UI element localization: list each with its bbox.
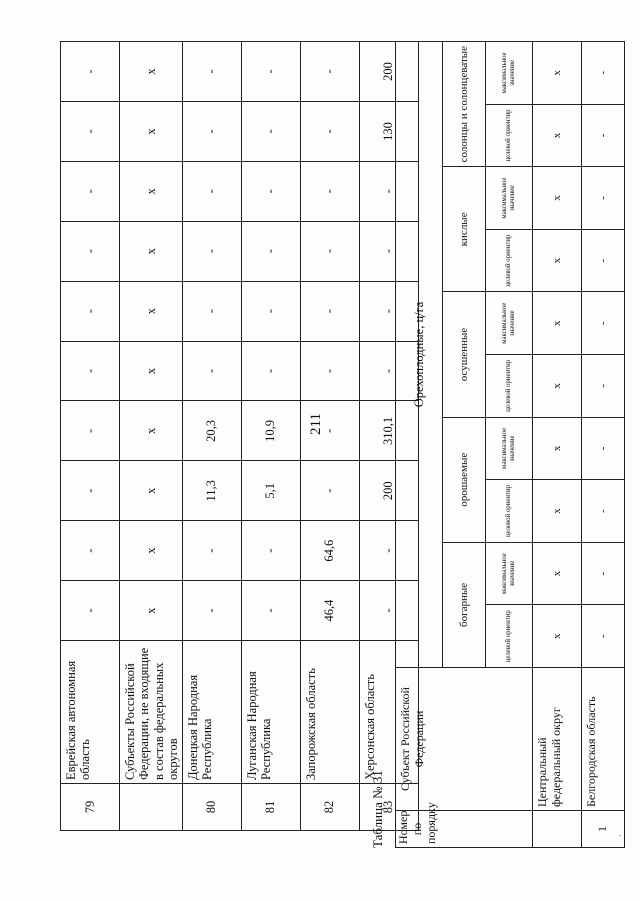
value-cell: - [300, 101, 359, 161]
value-cell: - [241, 521, 300, 581]
value-cell: - [582, 104, 625, 167]
value-cell: х [533, 605, 582, 668]
value-cell: - [582, 417, 625, 480]
header-max: максимальное значение [486, 417, 533, 480]
row-number: 81 [241, 784, 300, 831]
value-cell: - [359, 281, 418, 341]
table-row [533, 42, 582, 848]
value-cell: - [61, 341, 120, 401]
value-cell: - [241, 101, 300, 161]
value-cell: 11,3 [182, 461, 241, 521]
scan-artifact: ' [618, 834, 626, 836]
header-number: Номер по порядку [396, 811, 533, 848]
value-cell: - [359, 581, 418, 641]
value-cell: 310,1 [359, 401, 418, 461]
value-cell: - [359, 341, 418, 401]
value-cell: - [582, 542, 625, 605]
header-crop: Орехоплодные, ц/га [396, 42, 443, 668]
value-cell: х [120, 281, 183, 341]
value-cell: х [533, 229, 582, 292]
value-cell: х [533, 42, 582, 105]
value-cell: 10,9 [241, 401, 300, 461]
value-cell: - [582, 292, 625, 355]
row-number: 83 [359, 784, 418, 831]
continuation-table [60, 41, 419, 831]
value-cell: - [241, 161, 300, 221]
table-31-caption: Таблица № 31 [370, 770, 385, 848]
row-number: 82 [300, 784, 359, 831]
value-cell: - [182, 341, 241, 401]
value-cell: 46,4 [300, 581, 359, 641]
table-31 [395, 41, 625, 848]
value-cell: - [359, 221, 418, 281]
value-cell: - [582, 355, 625, 418]
table-row [182, 42, 241, 831]
value-cell: х [533, 480, 582, 543]
value-cell: х [533, 104, 582, 167]
header-group: солонцы и солонцеватые [443, 42, 486, 167]
value-cell: 200 [359, 461, 418, 521]
header-group: орошаемые [443, 417, 486, 542]
header-group: богарные [443, 542, 486, 667]
table-row [300, 42, 359, 831]
value-cell: - [61, 461, 120, 521]
value-cell: х [533, 542, 582, 605]
table-31-header-row-1 [396, 42, 443, 848]
row-number [120, 784, 183, 831]
value-cell: - [182, 42, 241, 102]
row-number [533, 811, 582, 848]
header-max: максимальное значение [486, 42, 533, 105]
header-target: целевой ориентир [486, 605, 533, 668]
value-cell: - [182, 221, 241, 281]
row-subject: Луганская Народная Республика [241, 641, 300, 784]
row-number: 1 [582, 811, 625, 848]
page-number: 211 [308, 413, 324, 435]
value-cell: - [61, 401, 120, 461]
value-cell: х [120, 221, 183, 281]
row-subject: Запорожская область [300, 641, 359, 784]
value-cell: - [61, 221, 120, 281]
header-max: максимальное значение [486, 292, 533, 355]
value-cell: х [120, 101, 183, 161]
value-cell: - [182, 281, 241, 341]
value-cell: 20,3 [182, 401, 241, 461]
value-cell: х [120, 581, 183, 641]
value-cell: - [300, 42, 359, 102]
value-cell: - [300, 461, 359, 521]
value-cell: - [61, 521, 120, 581]
value-cell: х [533, 292, 582, 355]
header-max: максимальное значение [486, 167, 533, 230]
value-cell: х [533, 417, 582, 480]
value-cell: - [61, 281, 120, 341]
value-cell: - [241, 341, 300, 401]
value-cell: х [120, 341, 183, 401]
row-subject: Центральный федеральный округ [533, 668, 582, 811]
value-cell: - [582, 167, 625, 230]
header-target: целевой ориентир [486, 355, 533, 418]
header-target: целевой ориентир [486, 480, 533, 543]
header-group: осушенные [443, 292, 486, 417]
value-cell: - [582, 42, 625, 105]
value-cell: - [61, 161, 120, 221]
table-row [582, 42, 625, 848]
value-cell: 64,6 [300, 521, 359, 581]
value-cell: - [359, 161, 418, 221]
value-cell: - [582, 605, 625, 668]
value-cell: - [300, 401, 359, 461]
value-cell: - [241, 581, 300, 641]
value-cell: 130 [359, 101, 418, 161]
value-cell: - [182, 581, 241, 641]
value-cell: х [533, 167, 582, 230]
value-cell: - [61, 42, 120, 102]
table-row [61, 42, 120, 831]
value-cell: - [300, 161, 359, 221]
value-cell: х [533, 355, 582, 418]
value-cell: х [120, 401, 183, 461]
row-subject: Еврейская автономная область [61, 641, 120, 784]
row-subject: Донецкая Народная Республика [182, 641, 241, 784]
value-cell: х [120, 521, 183, 581]
value-cell: х [120, 42, 183, 102]
table-row [120, 42, 183, 831]
header-subject: Субъект Российской Федерации [396, 668, 533, 811]
value-cell: - [300, 341, 359, 401]
value-cell: - [241, 281, 300, 341]
value-cell: х [120, 461, 183, 521]
value-cell: 5,1 [241, 461, 300, 521]
value-cell: - [300, 221, 359, 281]
value-cell: - [359, 521, 418, 581]
value-cell: - [182, 521, 241, 581]
value-cell: - [300, 281, 359, 341]
value-cell: - [582, 480, 625, 543]
value-cell: - [241, 221, 300, 281]
header-group: кислые [443, 167, 486, 292]
table-row [241, 42, 300, 831]
header-target: целевой ориентир [486, 229, 533, 292]
value-cell: - [182, 161, 241, 221]
row-subject: Белгородская область [582, 668, 625, 811]
row-number: 79 [61, 784, 120, 831]
header-max: максимальное значение [486, 542, 533, 605]
value-cell: - [182, 101, 241, 161]
header-target: целевой ориентир [486, 104, 533, 167]
value-cell: 200 [359, 42, 418, 102]
row-subject: Субъекты Российской Федерации, не входящие в состав федеральных округов [120, 641, 183, 784]
value-cell: - [582, 229, 625, 292]
value-cell: - [61, 581, 120, 641]
value-cell: х [120, 161, 183, 221]
value-cell: - [241, 42, 300, 102]
value-cell: - [61, 101, 120, 161]
row-subject: Херсонская область [359, 641, 418, 784]
row-number: 80 [182, 784, 241, 831]
